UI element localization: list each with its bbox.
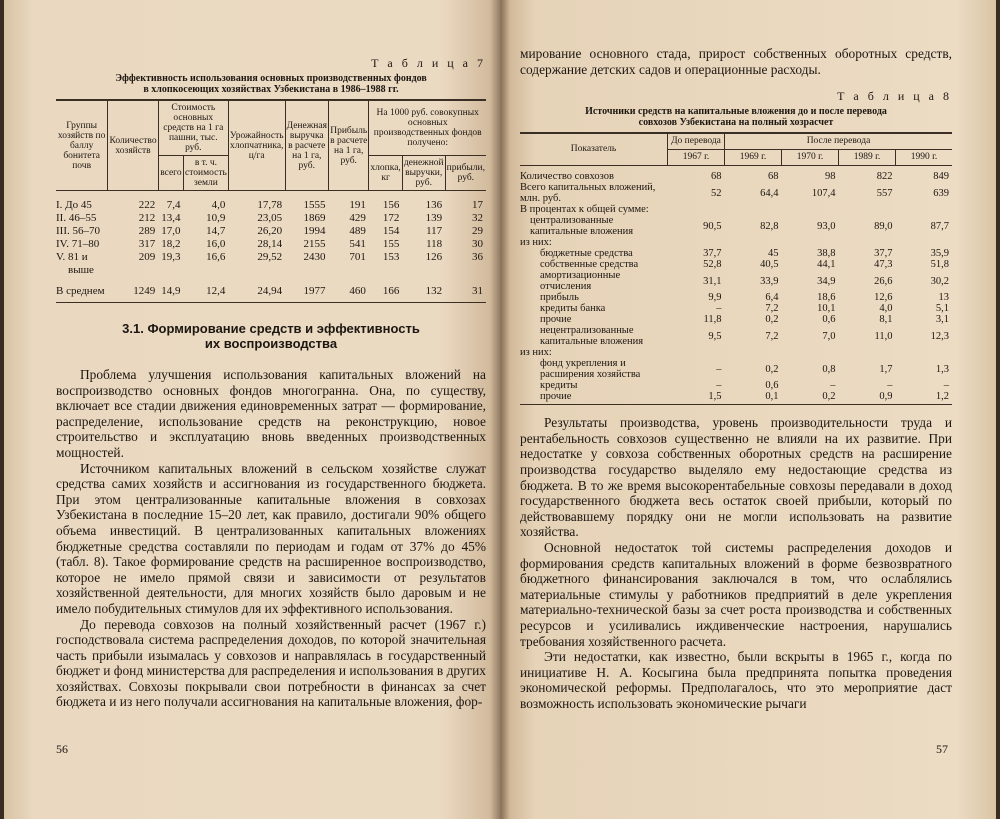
paragraph: До перевода совхозов на полный хозяйственный расчет (1967 г.) господствовала система распределения доходов, по которой значительная часть прибыли изымалась у совхозов и направлялась в государственный бюджет и фонд министерства для распределения и использования в других хозяйствах. Совхозы покрывали свои потребности в финансах за счет бюджета и из него получали ассигнования на капитальные вложения, фор- [56, 616, 486, 710]
t7-header-money: денежной выручки, руб. [402, 156, 445, 191]
paragraph: Основной недостаток той системы распределения доходов и формирования средств капитальных вложений в форме безвозвратного бюджетного финансирования заключался в том, что ослаблялись материальные стимулы у работников предприятий в деле укрепления материально-технической базы за счет роста производства и собственных ресурсов и усиливались иждивенческие настроения, нарушались требования хозяйственного расчета. [520, 539, 952, 649]
table8: Показатель До перевода После перевода 1967 г. 1969 г. 1970 г. 1989 г. 1990 г. Количество совхозов 68 68 98 822 849 Всего капитальных вложений, млн. руб. 52 64,4 107,4 557 639 В процентах к общей сумме: централизованные капитальные вложения 90,5 82,8 93,0 89,0 87,7 из них: бюджетные средства 37,7 45 38,8 37,7 35,9 собственные средства 52,8 40,5 44,1 47,3 51,8 амортизационные отчисления 31,1 33,9 34,9 26,6 30,2 прибыль 9,9 6,4 18,6 12,6 13 кредиты банка – 7,2 10,1 4,0 5,1 прочие 11,8 0,2 0,6 8,1 3,1 нецентрализованные капитальные вложения 9,5 7,2 7,0 11,0 12,3 из них: фонд укрепления и расширения хозяйства – 0,2 0,8 1,7 1,3 кредиты – 0,6 – – – прочие 1,5 0,1 0,2 0,9 1,2 [520, 132, 952, 405]
t7-header-cotton: хлопка, кг [369, 156, 402, 191]
t7-header-cost-total: всего [158, 156, 183, 191]
table-row: I. До 45 222 7,4 4,0 17,78 1555 191 156 136 17 [56, 199, 483, 211]
t7-header-count: Количество хозяйств [108, 100, 159, 191]
table-row: прочие 11,8 0,2 0,6 8,1 3,1 [540, 314, 949, 326]
right-page [500, 0, 996, 819]
table-row: из них: [520, 347, 552, 359]
table-row: из них: [520, 237, 552, 249]
paragraph: Эти недостатки, как известно, были вскрыты в 1965 г., когда по инициативе Н. А. Косыгина была предпринята попытка проведения экономической реформы. Предполагалось, что это мероприятие даст возможность использовать экономические рычаги [520, 649, 952, 711]
t7-header-cost: Стоимость основных средств на 1 га пашни, тыс. руб. [158, 100, 228, 156]
table8-title: Источники средств на капитальные вложения до и после перевода совхозов Узбекистана на полный хозрасчет [585, 106, 887, 129]
t7-header-profit: Прибыль в расчете на 1 га, руб. [328, 100, 368, 191]
book-fold [490, 0, 510, 819]
table-row: кредиты – 0,6 – – – [540, 380, 949, 392]
table-row: прочие 1,5 0,1 0,2 0,9 1,2 [520, 391, 952, 405]
table7 [56, 99, 486, 303]
table-row: IV. 71–80 317 18,2 16,0 28,14 2155 541 155 118 30 [56, 238, 483, 250]
table-row: нецентрализованные капитальные вложения 9,5 7,2 7,0 11,0 12,3 [540, 325, 949, 348]
table7-title: Эффективность использования основных производственных фондов в хлопкосеющих хозяйствах Узбекистана в 1986–1988 гг. [115, 73, 427, 95]
table-row: амортизационные отчисления 31,1 33,9 34,9 26,6 30,2 [540, 270, 949, 293]
t8-header-before: До перевода [668, 133, 725, 150]
paragraph: мирование основного стада, прирост собственных оборотных средств, содержание детских садов и операционные расходы. [520, 46, 952, 77]
table-row: II. 46–55 212 13,4 10,9 23,05 1869 429 172 139 32 [56, 212, 483, 224]
table-row: фонд укрепления и расширения хозяйства – 0,2 0,8 1,7 1,3 [540, 358, 949, 381]
paragraph: Результаты производства, уровень производительности труда и рентабельность совхозов существенно не влияли на их развитие. При недостатке у совхоза собственных оборотных средств на расширение производства государство выделяло ему недостающие средства из бюджета. В то же время высокорентабельные совхозы передавали в доход государственного бюджета весь остаток своей прибыли, который по действовавшему порядку они не могли использовать на развитие хозяйства. [520, 415, 952, 540]
table7-label: Т а б л и ц а 7 [371, 56, 486, 70]
t7-header-profit2: прибыли, руб. [445, 156, 486, 191]
page-number: 56 [56, 742, 68, 756]
table-row: выше [68, 264, 94, 276]
table-row: собственные средства 52,8 40,5 44,1 47,3 51,8 [540, 259, 949, 271]
table-row: бюджетные средства 37,7 45 38,8 37,7 35,9 [540, 248, 949, 260]
table-row: кредиты банка – 7,2 10,1 4,0 5,1 [540, 303, 949, 315]
t8-header-after: После перевода [725, 133, 953, 150]
t8-header-indicator: Показатель [520, 133, 668, 166]
table-row: прибыль 9,9 6,4 18,6 12,6 13 [540, 292, 949, 304]
page-number: 57 [936, 742, 948, 756]
table-row: Всего капитальных вложений, млн. руб. 52 64,4 107,4 557 639 [520, 182, 949, 205]
table-row: V. 81 и 209 19,3 16,6 29,52 2430 701 153 126 36 [56, 251, 483, 263]
t7-header-group: Группы хозяйств по баллу бонитета почв [56, 100, 108, 191]
section-title: 3.1. Формирование средств и эффективность их воспроизводства [122, 321, 420, 351]
table-row-average: В среднем 1249 14,9 12,4 24,94 1977 460 166 132 31 [56, 285, 486, 303]
left-page [4, 0, 500, 819]
table8-label: Т а б л и ц а 8 [837, 89, 952, 104]
paragraph: Проблема улучшения использования капитальных вложений на воспроизводство основных фондов многогранна. Она, по существу, включает все стадии движения единовременных затрат — формирование, распределение, использование средств на реконструкцию, новое строительство и эксплуатацию вновь введенных производственных мощностей. [56, 367, 486, 460]
table-row: централизованные капитальные вложения 90,5 82,8 93,0 89,0 87,7 [530, 215, 949, 238]
t7-header-per1000: На 1000 руб. совокупных основных производственных фондов получено: [369, 100, 486, 156]
t7-header-cost-incl: в т. ч. стоимость земли [184, 156, 229, 191]
t7-header-revenue: Денежная выручка в расчете на 1 га, руб. [285, 100, 328, 191]
table-row: Количество совхозов 68 68 98 822 849 [520, 171, 949, 183]
paragraph: Источником капитальных вложений в сельском хозяйстве служат средства самих хозяйств и ассигнования из государственного бюджета. При этом централизованные капитальные вложения в совхозах Узбекистана в последние 15–20 лет, как правило, достигали 90% общего объема инвестиций. В централизованных капитальных вложениях бюджетные средства составляли по периодам и годам от 37% до 45% (табл. 8). Такое формирование средств на расширенное воспроизводство, которое не имело прямой связи и зависимости от результатов хозяйственной деятельности, для многих хозяйств было даровым и не имело побудительных стимулов для их эффективного использования. [56, 460, 486, 616]
table-row: III. 56–70 289 17,0 14,7 26,20 1994 489 154 117 29 [56, 225, 483, 237]
t7-header-yield: Урожайность хлопчатника, ц/га [228, 100, 285, 191]
table-row: В процентах к общей сумме: [520, 204, 649, 216]
